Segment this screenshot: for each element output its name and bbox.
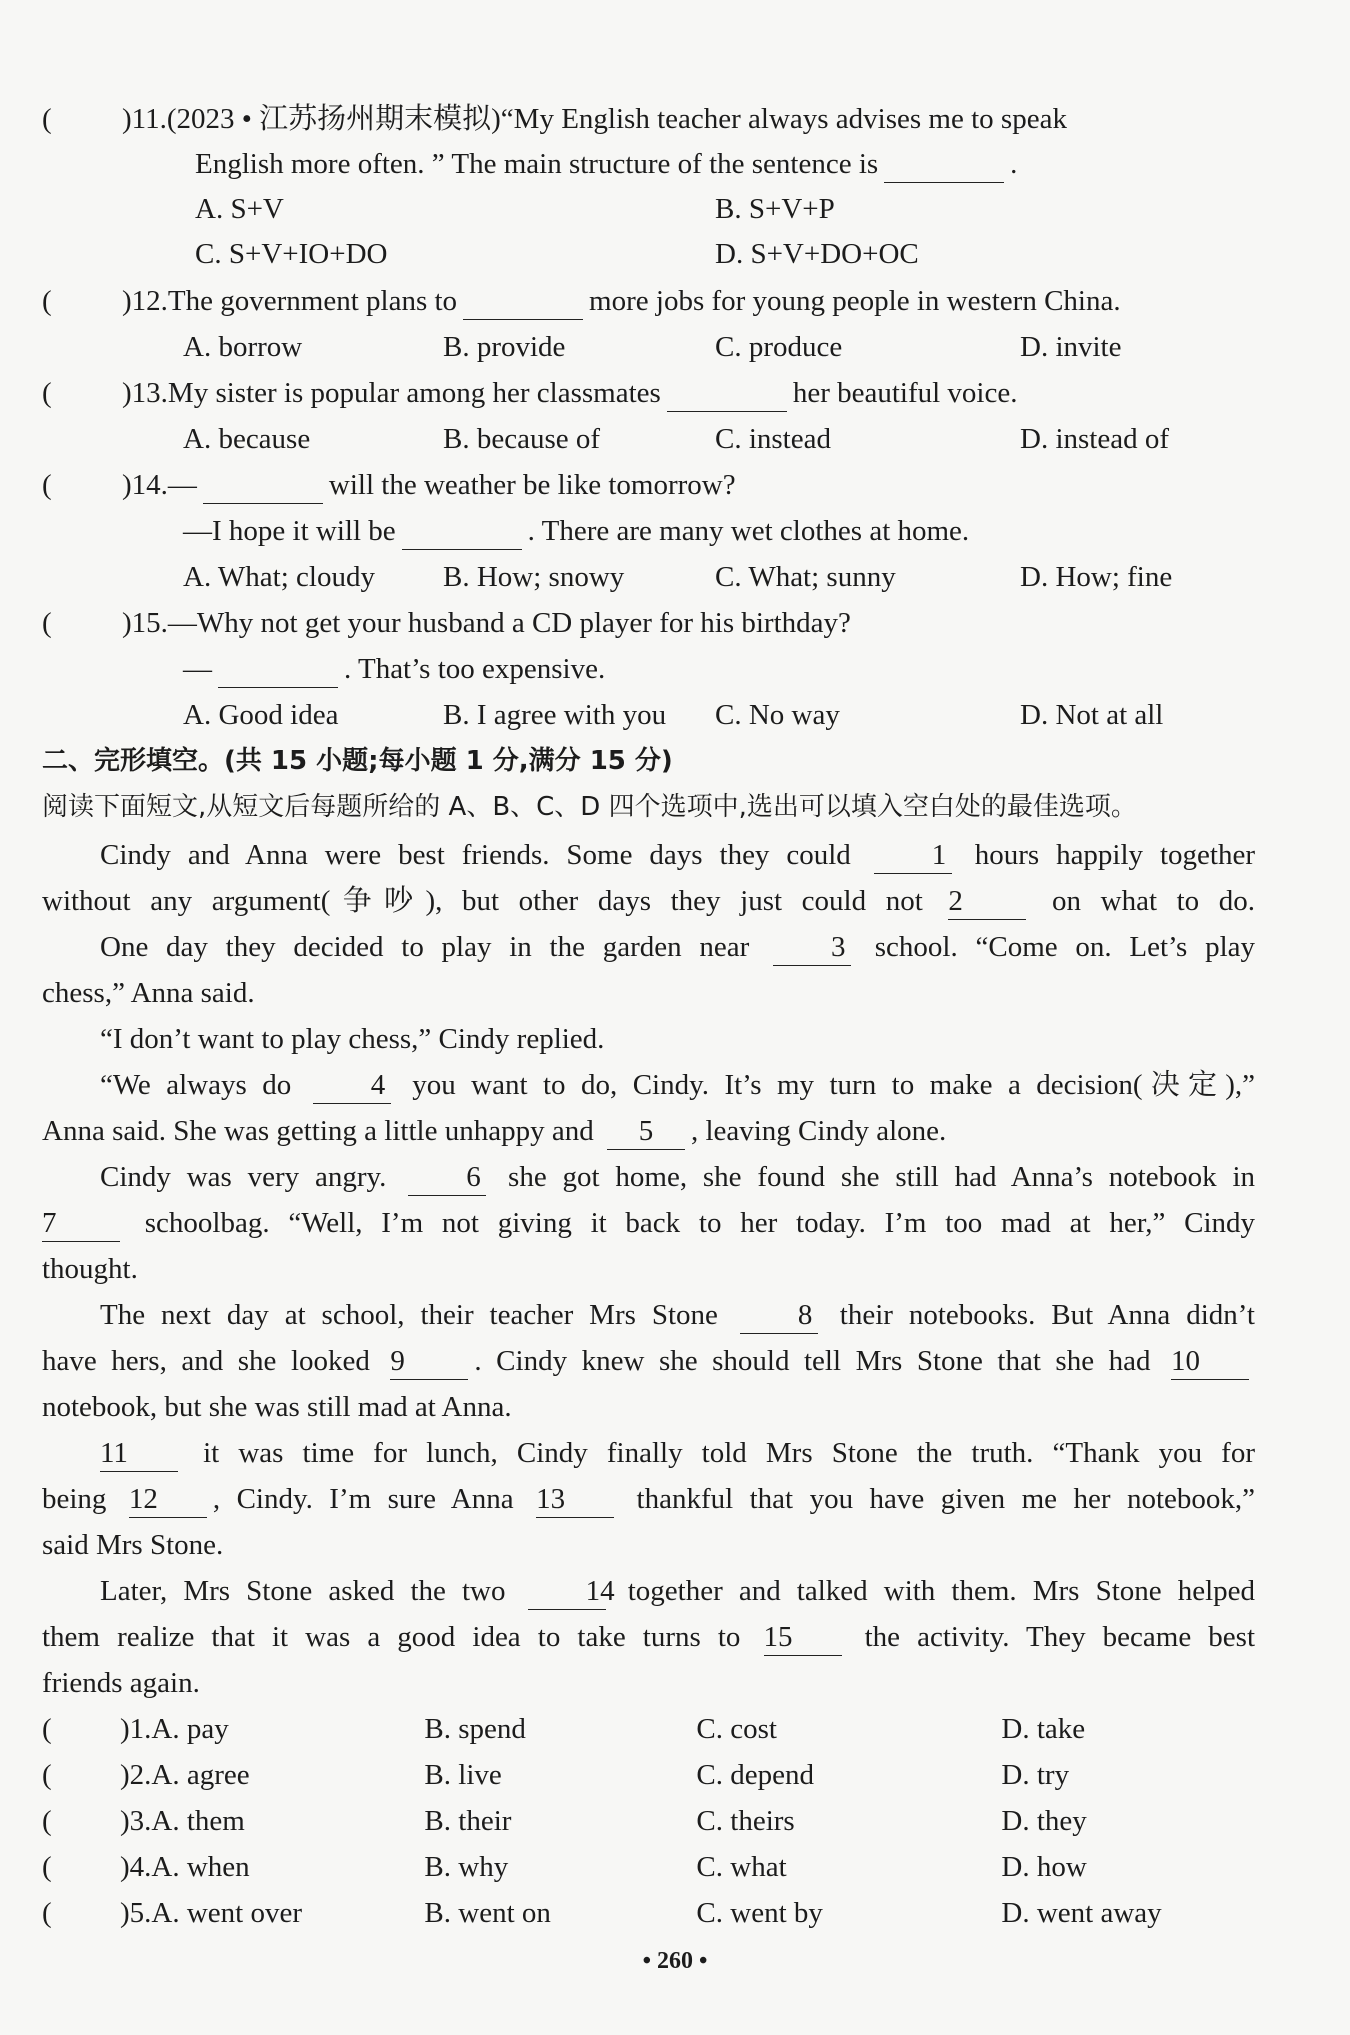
answer-bracket[interactable]: ( xyxy=(42,377,52,409)
cloze-blank-3[interactable]: 3 xyxy=(773,929,851,966)
cloze-blank-15[interactable]: 15 xyxy=(764,1619,842,1656)
option-a[interactable]: A. Good idea xyxy=(183,699,339,731)
question-text: (2023 • 江苏扬州期末模拟)“My English teacher always advises me to speak xyxy=(166,103,1067,135)
question-13 xyxy=(42,370,1260,416)
option-d[interactable]: D. invite xyxy=(1020,331,1122,363)
question-text: . That’s too expensive. xyxy=(344,653,606,685)
answer-blank[interactable] xyxy=(884,146,1004,183)
cloze-blank-6[interactable]: 6 xyxy=(408,1159,486,1196)
option-c[interactable]: C. No way xyxy=(715,699,840,731)
option-c[interactable]: C. went by xyxy=(696,1897,823,1929)
question-number: )12. xyxy=(122,285,168,317)
passage-text: together and talked with them. Mrs Stone helped xyxy=(627,1575,1256,1607)
question-12 xyxy=(42,278,1260,324)
passage-text: their notebooks. But Anna didn’t xyxy=(839,1299,1255,1331)
passage-text: Cindy was very angry. xyxy=(100,1161,387,1193)
answer-bracket[interactable]: ( xyxy=(42,1805,52,1837)
option-a[interactable]: A. when xyxy=(151,1851,250,1883)
passage-line xyxy=(42,832,1255,878)
answer-bracket[interactable]: ( xyxy=(42,1759,52,1791)
passage-text: have hers, and she looked xyxy=(42,1345,370,1377)
option-a[interactable]: A. S+V xyxy=(195,193,284,225)
passage-text: , Cindy. I’m sure Anna xyxy=(212,1483,514,1515)
question-text: will the weather be like tomorrow? xyxy=(328,469,736,501)
cloze-blank-10[interactable]: 10 xyxy=(1171,1343,1249,1380)
passage-text: hours happily together xyxy=(974,839,1255,871)
option-a[interactable]: A. agree xyxy=(151,1759,250,1791)
option-d[interactable]: D. they xyxy=(1001,1805,1087,1837)
passage-text: on what to do. xyxy=(1052,885,1256,917)
option-d[interactable]: D. try xyxy=(1001,1759,1070,1791)
answer-bracket[interactable]: ( xyxy=(42,1713,52,1745)
cloze-blank-8[interactable]: 8 xyxy=(740,1297,818,1334)
passage-text: Anna said. She was getting a little unhappy and xyxy=(42,1115,594,1147)
option-d[interactable]: D. Not at all xyxy=(1020,699,1164,731)
passage-text: . Cindy knew she should tell Mrs Stone that she had xyxy=(474,1345,1151,1377)
question-number: )5. xyxy=(120,1897,152,1929)
passage-text: the activity. They became best xyxy=(864,1621,1256,1653)
question-text: more jobs for young people in western China. xyxy=(589,285,1121,317)
options-11-row1 xyxy=(195,186,835,232)
section-title: 二、完形填空。(共 15 小题;每小题 1 分,满分 15 分) xyxy=(42,746,673,776)
option-b[interactable]: B. because of xyxy=(443,423,601,455)
cloze-question-1 xyxy=(42,1706,1085,1752)
options-11-row2 xyxy=(195,231,919,277)
option-b[interactable]: B. S+V+P xyxy=(715,193,835,225)
question-text: her beautiful voice. xyxy=(792,377,1018,409)
question-text: — xyxy=(183,653,212,685)
answer-blank[interactable] xyxy=(667,375,787,412)
question-text: The government plans to xyxy=(167,285,458,317)
passage-text: The next day at school, their teacher Mrs Stone xyxy=(100,1299,718,1331)
answer-blank[interactable] xyxy=(463,283,583,320)
question-14-line2 xyxy=(183,508,1260,554)
passage-text: Cindy and Anna were best friends. Some days they could xyxy=(100,839,851,871)
option-b[interactable]: B. their xyxy=(424,1805,512,1837)
question-11-line2: English more often. ” The main structure of the sentence is . xyxy=(195,141,1260,187)
question-number: )4. xyxy=(120,1851,152,1883)
question-text: My sister is popular among her classmates xyxy=(167,377,661,409)
question-number: )2. xyxy=(120,1759,152,1791)
answer-bracket[interactable]: ( xyxy=(42,607,52,639)
cloze-question-2 xyxy=(42,1752,1069,1798)
option-a[interactable]: A. pay xyxy=(151,1713,229,1745)
question-14 xyxy=(42,462,1260,508)
passage-text: “We always do xyxy=(100,1069,292,1101)
passage-text: school. “Come on. Let’s play xyxy=(874,931,1256,963)
passage-text: without any argument(争吵), but other days they just could not xyxy=(42,885,923,917)
answer-bracket[interactable]: ( xyxy=(42,1897,52,1929)
question-text: —Why not get your husband a CD player for his birthday? xyxy=(167,607,851,639)
answer-blank[interactable] xyxy=(402,513,522,550)
question-text: . There are many wet clothes at home. xyxy=(527,515,970,547)
answer-bracket[interactable]: ( xyxy=(42,285,52,317)
passage-line: notebook, but she was still mad at Anna. xyxy=(42,1391,512,1423)
option-d[interactable]: D. went away xyxy=(1001,1897,1162,1929)
options-13 xyxy=(183,416,1169,462)
option-d[interactable]: D. instead of xyxy=(1020,423,1169,455)
option-d[interactable]: D. take xyxy=(1001,1713,1086,1745)
question-number: )14. xyxy=(122,469,168,501)
question-11 xyxy=(42,96,1260,142)
cloze-blank-4[interactable]: 4 xyxy=(313,1067,391,1104)
passage-text: she got home, she found she still had Anna’s notebook in xyxy=(508,1161,1256,1193)
cloze-blank-12[interactable]: 12 xyxy=(129,1481,207,1518)
passage-line xyxy=(42,924,1255,970)
option-a[interactable]: A. went over xyxy=(151,1897,303,1929)
option-c[interactable]: C. depend xyxy=(696,1759,815,1791)
option-c[interactable]: C. theirs xyxy=(696,1805,795,1837)
option-c[interactable]: C. instead xyxy=(715,423,831,455)
question-15-line2 xyxy=(183,646,1260,692)
passage-line xyxy=(42,1062,1255,1108)
option-c[interactable]: C. what xyxy=(696,1851,787,1883)
passage-line xyxy=(42,1476,1255,1522)
answer-bracket[interactable]: ( xyxy=(42,1851,52,1883)
passage-text: being xyxy=(42,1483,107,1515)
page-number: • 260 • xyxy=(642,1948,708,1974)
passage-line xyxy=(42,1568,1255,1614)
passage-line: said Mrs Stone. xyxy=(42,1529,224,1561)
section-instructions: 阅读下面短文,从短文后每题所给的 A、B、C、D 四个选项中,选出可以填入空白处的最佳选项。 xyxy=(42,792,1137,822)
cloze-blank-1[interactable]: 1 xyxy=(874,837,952,874)
option-c[interactable]: C. produce xyxy=(715,331,843,363)
passage-line xyxy=(100,1430,1255,1476)
question-number: )15. xyxy=(122,607,168,639)
passage-line: friends again. xyxy=(42,1667,200,1699)
passage-text: One day they decided to play in the garden near xyxy=(100,931,750,963)
question-text: English more often. ” The main structure of the sentence is xyxy=(195,148,879,180)
answer-bracket[interactable]: ( xyxy=(42,103,52,135)
option-b[interactable]: B. I agree with you xyxy=(443,699,667,731)
options-14 xyxy=(183,554,1172,600)
passage-text: you want to do, Cindy. It’s my turn to make a decision(决定),” xyxy=(412,1069,1255,1101)
passage-line: “I don’t want to play chess,” Cindy replied. xyxy=(100,1023,605,1055)
passage-line xyxy=(42,1108,1255,1154)
cloze-question-3 xyxy=(42,1798,1087,1844)
option-a[interactable]: A. because xyxy=(183,423,311,455)
passage-text: thankful that you have given me her notebook,” xyxy=(636,1483,1256,1515)
passage-text: schoolbag. “Well, I’m not giving it back to her today. I’m too mad at her,” Cindy xyxy=(144,1207,1256,1239)
option-b[interactable]: B. live xyxy=(424,1759,502,1791)
option-c[interactable]: C. S+V+IO+DO xyxy=(195,238,388,270)
cloze-blank-14[interactable]: 14 xyxy=(528,1573,606,1610)
option-d[interactable]: D. S+V+DO+OC xyxy=(715,238,919,270)
cloze-question-5 xyxy=(42,1890,1162,1936)
option-d[interactable]: D. How; fine xyxy=(1020,561,1173,593)
option-c[interactable]: C. cost xyxy=(696,1713,777,1745)
options-12 xyxy=(183,324,1122,370)
option-b[interactable]: B. How; snowy xyxy=(443,561,625,593)
options-15 xyxy=(183,692,1163,738)
option-a[interactable]: A. What; cloudy xyxy=(183,561,375,593)
option-a[interactable]: A. borrow xyxy=(183,331,303,363)
option-a[interactable]: A. them xyxy=(151,1805,245,1837)
question-15 xyxy=(42,600,1260,646)
question-number: )13. xyxy=(122,377,168,409)
passage-line xyxy=(42,878,1255,924)
cloze-blank-7[interactable]: 7 xyxy=(42,1205,120,1242)
passage-line xyxy=(42,1614,1255,1660)
passage-text: it was time for lunch, Cindy finally told Mrs Stone the truth. “Thank you for xyxy=(203,1437,1255,1469)
question-text: —I hope it will be xyxy=(183,515,396,547)
passage-line xyxy=(42,1154,1255,1200)
option-c[interactable]: C. What; sunny xyxy=(715,561,896,593)
cloze-blank-2[interactable]: 2 xyxy=(948,883,1026,920)
passage-line: thought. xyxy=(42,1253,138,1285)
option-d[interactable]: D. how xyxy=(1001,1851,1087,1883)
question-number: )3. xyxy=(120,1805,152,1837)
option-b[interactable]: B. went on xyxy=(424,1897,551,1929)
passage-line xyxy=(42,1338,1255,1384)
option-b[interactable]: B. provide xyxy=(443,331,566,363)
cloze-blank-13[interactable]: 13 xyxy=(536,1481,614,1518)
cloze-question-4 xyxy=(42,1844,1087,1890)
question-number: )11. xyxy=(122,103,167,135)
passage-text: Later, Mrs Stone asked the two xyxy=(100,1575,506,1607)
option-b[interactable]: B. spend xyxy=(424,1713,526,1745)
cloze-blank-9[interactable]: 9 xyxy=(390,1343,468,1380)
question-text: — xyxy=(167,469,197,501)
cloze-blank-5[interactable]: 5 xyxy=(607,1113,685,1150)
passage-text: them realize that it was a good idea to take turns to xyxy=(42,1621,741,1653)
answer-bracket[interactable]: ( xyxy=(42,469,52,501)
question-number: )1. xyxy=(120,1713,152,1745)
passage-line xyxy=(42,1292,1255,1338)
option-b[interactable]: B. why xyxy=(424,1851,509,1883)
passage-line: chess,” Anna said. xyxy=(42,977,255,1009)
passage-text: , leaving Cindy alone. xyxy=(690,1115,947,1147)
answer-blank[interactable] xyxy=(218,651,338,688)
cloze-blank-11[interactable]: 11 xyxy=(100,1435,178,1472)
answer-blank[interactable] xyxy=(203,467,323,504)
passage-line xyxy=(42,1200,1255,1246)
